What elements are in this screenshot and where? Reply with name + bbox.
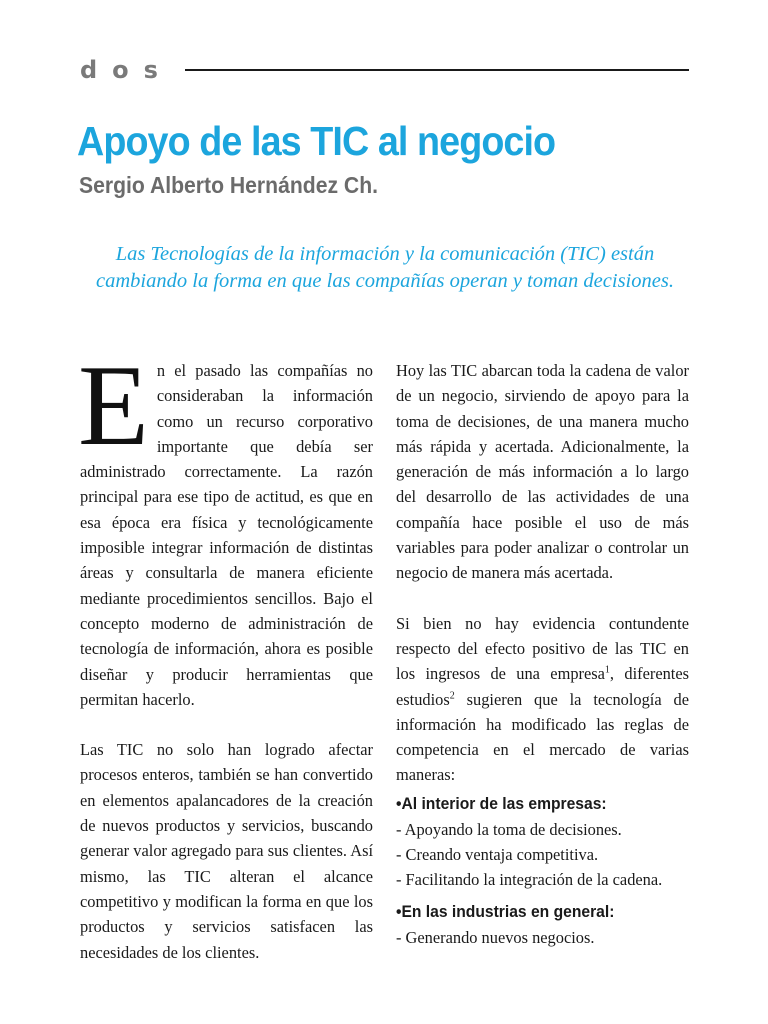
header-rule: [185, 69, 689, 71]
body-paragraph: [396, 611, 689, 788]
list-item: - Apoyando la toma de decisiones.: [396, 819, 622, 839]
section-heading: •Al interior de las empresas:: [396, 793, 607, 813]
left-column: [78, 342, 373, 965]
list-item: - Facilitando la integración de la cadena.: [396, 870, 663, 890]
body-paragraph: Hoy las TIC abarcan toda la cadena de valor de un negocio, sirviendo de apoyo para la toma de decisiones, de una manera mucho más rápida y acertada. Adicionalmente, la generación de más información a lo largo del desarrollo de las actividades de una compañía hace posible el uso de más variables para poder analizar o controlar un negocio de manera más acertada.: [396, 361, 689, 583]
intro-paragraph-text: n el pasado las compañías no consideraban la información como un recurso corporativo importante que debía ser administrado correctamente. La razón principal para ese tipo de actitud, es que en esa época era física y tecnológicamente imposible integrar información de distintas áreas y consultarla de manera eficiente mediante procedimientos sencillos. Bajo el concepto moderno de administración de tecnología de información, ahora es posible diseñar y producir herramientas que permitan hacerlo.: [80, 361, 373, 709]
paragraph-text: , diferentes estudios: [396, 664, 689, 709]
footnote-ref[interactable]: 2: [449, 690, 455, 702]
article-title: Apoyo de las TIC al negocio: [77, 118, 556, 164]
article-author: Sergio Alberto Hernández Ch.: [79, 172, 379, 198]
list-item: - Generando nuevos negocios.: [396, 927, 595, 947]
article-lede: Las Tecnologías de la información y la comunicación (TIC) están cambiando la forma en que las compañías operan y toman decisiones.: [96, 243, 674, 292]
list-item: - Creando ventaja competitiva.: [396, 845, 599, 865]
chapter-label: dos: [80, 56, 173, 84]
paragraph-text: Si bien no hay evidencia contundente respecto del efecto positivo de las TIC en los ingresos de una empresa: [396, 613, 689, 684]
footnote-ref[interactable]: 1: [604, 664, 610, 676]
intro-paragraph: [78, 342, 373, 712]
drop-cap: E: [78, 342, 149, 470]
right-column: [396, 358, 689, 950]
paragraph-text: sugieren que la tecnología de información ha modificado las reglas de competencia en el mercado de varias maneras:: [396, 689, 689, 785]
body-paragraph: Las TIC no solo han logrado afectar procesos enteros, también se han convertido en elementos apalancadores de la creación de nuevos productos y servicios, buscando generar valor agregado para sus clientes. Así mismo, las TIC alteran el alcance competitivo y modifican la forma en que los productos y servicios satisfacen las necesidades de los clientes.: [80, 740, 373, 962]
section-heading: •En las industrias en general:: [396, 901, 615, 921]
